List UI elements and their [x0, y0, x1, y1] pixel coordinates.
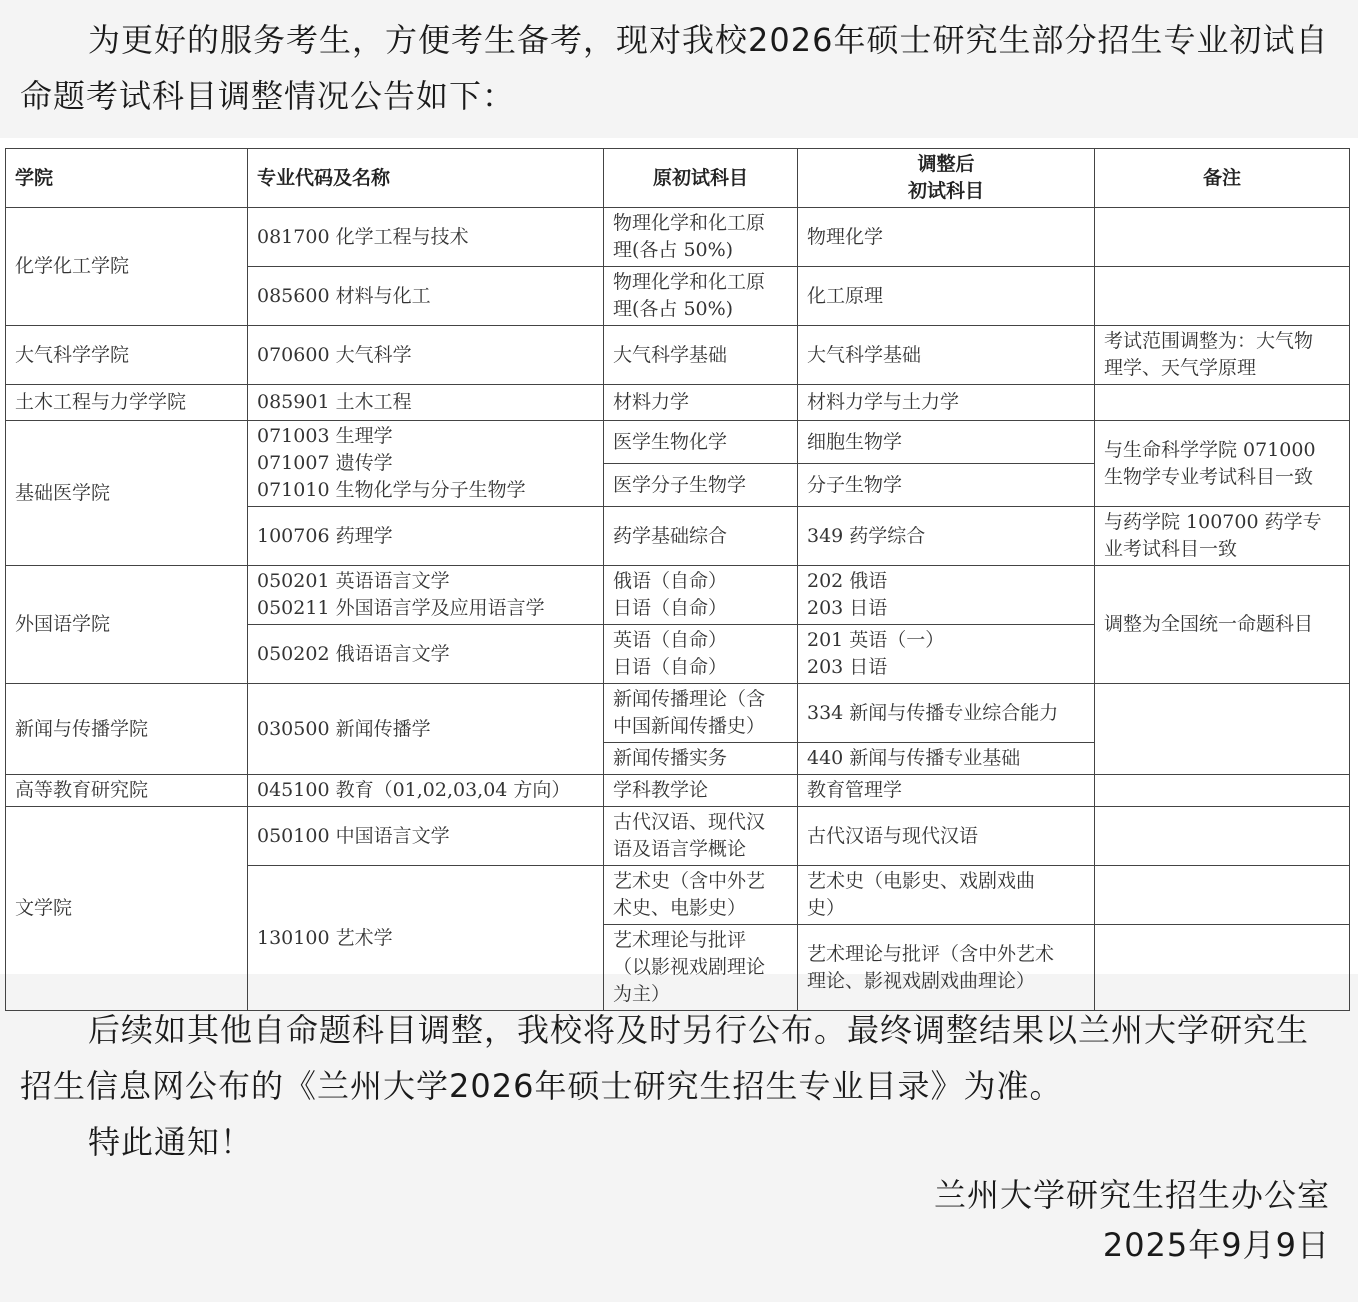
original-subject-cell: 医学分子生物学 — [604, 464, 798, 507]
note-cell — [1095, 925, 1350, 1011]
original-subject-cell — [604, 866, 798, 925]
header-major: 专业代码及名称 — [248, 149, 604, 208]
adjusted-line: 艺术理论与批评（含中外艺术 — [807, 942, 1055, 965]
note-line: 考试范围调整为：大气物 — [1104, 330, 1314, 352]
adjustment-table — [5, 148, 1350, 1011]
college-cell: 新闻与传播学院 — [6, 684, 248, 775]
table-panel — [0, 138, 1358, 1005]
header-adjusted-line2: 初试科目 — [907, 180, 984, 202]
note-cell — [1095, 684, 1350, 775]
followup-paragraph — [20, 1002, 1338, 1114]
header-adjusted — [798, 149, 1095, 208]
adjusted-subject-cell: 化工原理 — [798, 267, 1095, 326]
major-cell: 070600 大气科学 — [248, 326, 604, 385]
major-cell: 085901 土木工程 — [248, 385, 604, 421]
college-cell: 土木工程与力学学院 — [6, 385, 248, 421]
major-cell: 045100 教育（01,02,03,04 方向） — [248, 775, 604, 807]
original-subject-cell: 大气科学基础 — [604, 326, 798, 385]
table-row — [6, 421, 1350, 464]
header-college: 学院 — [6, 149, 248, 208]
closing-paragraph — [20, 1114, 1338, 1170]
intro-text: 为更好的服务考生，方便考生备考，现对我校2026年硕士研究生部分招生专业初试自命题考试科目调整情况公告如下： — [20, 21, 1329, 115]
major-line: 071010 生物化学与分子生物学 — [257, 479, 526, 501]
followup-text: 后续如其他自命题科目调整，我校将及时另行公布。最终调整结果以兰州大学研究生招生信息网公布的《兰州大学2026年硕士研究生招生专业目录》为准。 — [20, 1011, 1310, 1105]
header-adjusted-line1: 调整后 — [917, 153, 975, 175]
note-cell — [1095, 866, 1350, 925]
intro-paragraph — [20, 12, 1338, 124]
note-line: 业考试科目一致 — [1104, 538, 1238, 560]
original-line: 物理化学和化工原 — [613, 271, 766, 293]
adjusted-subject-cell: 大气科学基础 — [798, 326, 1095, 385]
major-line: 050201 英语语言文学 — [257, 570, 450, 592]
adjusted-subject-cell: 细胞生物学 — [798, 421, 1095, 464]
original-subject-cell: 新闻传播实务 — [604, 743, 798, 775]
adjusted-subject-cell — [798, 925, 1095, 1011]
original-line: 俄语（自命） — [613, 570, 728, 592]
note-cell — [1095, 421, 1350, 507]
original-line: 语及语言学概论 — [613, 838, 747, 860]
adjusted-subject-cell: 教育管理学 — [798, 775, 1095, 807]
adjusted-subject-cell: 物理化学 — [798, 208, 1095, 267]
header-note: 备注 — [1095, 149, 1350, 208]
adjusted-subject-cell: 349 药学综合 — [798, 507, 1095, 566]
adjusted-line: 理论、影视戏剧戏曲理论） — [807, 969, 1036, 992]
original-subject-cell — [604, 208, 798, 267]
major-line: 071007 遗传学 — [257, 452, 393, 474]
note-line: 生物学专业考试科目一致 — [1104, 465, 1314, 488]
original-line: 日语（自命） — [613, 656, 728, 678]
major-line: 050211 外国语言学及应用语言学 — [257, 597, 545, 619]
adjusted-subject-cell — [798, 566, 1095, 625]
adjusted-subject-cell — [798, 625, 1095, 684]
note-cell — [1095, 807, 1350, 866]
major-cell: 085600 材料与化工 — [248, 267, 604, 326]
note-cell — [1095, 385, 1350, 421]
original-subject-cell — [604, 684, 798, 743]
table-row — [6, 208, 1350, 267]
major-cell: 030500 新闻传播学 — [248, 684, 604, 775]
table-header-row — [6, 149, 1350, 208]
note-line: 与药学院 100700 药学专 — [1104, 511, 1322, 533]
original-line: 新闻传播理论（含 — [613, 688, 766, 710]
adjusted-line: 史） — [807, 897, 846, 919]
original-subject-cell: 医学生物化学 — [604, 421, 798, 464]
original-subject-cell: 材料力学 — [604, 385, 798, 421]
original-line: 中国新闻传播史） — [613, 715, 766, 737]
note-cell — [1095, 775, 1350, 807]
adjusted-line: 艺术史（电影史、戏剧戏曲 — [807, 870, 1036, 892]
table-row — [6, 775, 1350, 807]
table-row — [6, 326, 1350, 385]
major-line: 071003 生理学 — [257, 425, 393, 447]
original-line: 日语（自命） — [613, 597, 728, 619]
college-cell: 文学院 — [6, 807, 248, 1011]
note-line: 理学、天气学原理 — [1104, 357, 1257, 379]
original-subject-cell — [604, 807, 798, 866]
original-subject-cell: 学科教学论 — [604, 775, 798, 807]
adjusted-subject-cell: 440 新闻与传播专业基础 — [798, 743, 1095, 775]
original-line: 英语（自命） — [613, 629, 728, 651]
original-line: 艺术史（含中外艺 — [613, 870, 766, 892]
college-cell: 外国语学院 — [6, 566, 248, 684]
table-row — [6, 807, 1350, 866]
adjusted-subject-cell: 材料力学与土力学 — [798, 385, 1095, 421]
college-cell: 大气科学学院 — [6, 326, 248, 385]
original-subject-cell — [604, 566, 798, 625]
table-row — [6, 684, 1350, 743]
adjusted-line: 203 日语 — [807, 656, 888, 678]
table-row — [6, 566, 1350, 625]
adjusted-line: 203 日语 — [807, 597, 888, 619]
original-line: 理(各占 50%) — [613, 239, 734, 261]
original-line: 术史、电影史） — [613, 897, 747, 919]
original-line: 理(各占 50%) — [613, 298, 734, 320]
signature-org: 兰州大学研究生招生办公室 — [933, 1176, 1330, 1214]
note-cell — [1095, 507, 1350, 566]
original-line: 物理化学和化工原 — [613, 212, 766, 234]
major-cell — [248, 421, 604, 507]
major-cell: 130100 艺术学 — [248, 866, 604, 1011]
major-cell — [248, 566, 604, 625]
original-line: 艺术理论与批评 — [613, 929, 747, 951]
closing-text: 特此通知！ — [88, 1123, 254, 1161]
original-subject-cell — [604, 267, 798, 326]
adjusted-subject-cell: 334 新闻与传播专业综合能力 — [798, 684, 1095, 743]
original-subject-cell: 药学基础综合 — [604, 507, 798, 566]
adjusted-subject-cell: 古代汉语与现代汉语 — [798, 807, 1095, 866]
header-original: 原初试科目 — [604, 149, 798, 208]
major-cell: 100706 药理学 — [248, 507, 604, 566]
major-cell: 081700 化学工程与技术 — [248, 208, 604, 267]
original-line: 古代汉语、现代汉 — [613, 811, 766, 833]
adjusted-subject-cell: 分子生物学 — [798, 464, 1095, 507]
note-cell: 调整为全国统一命题科目 — [1095, 566, 1350, 684]
note-cell — [1095, 267, 1350, 326]
original-line: 为主） — [613, 983, 671, 1005]
table-row — [6, 385, 1350, 421]
college-cell: 化学化工学院 — [6, 208, 248, 326]
note-line: 与生命科学学院 071000 — [1104, 438, 1316, 461]
original-subject-cell — [604, 625, 798, 684]
major-cell: 050100 中国语言文学 — [248, 807, 604, 866]
adjusted-line: 202 俄语 — [807, 570, 888, 592]
original-line: （以影视戏剧理论 — [613, 956, 766, 978]
note-cell — [1095, 208, 1350, 267]
adjusted-subject-cell — [798, 866, 1095, 925]
college-cell: 基础医学院 — [6, 421, 248, 566]
note-cell — [1095, 326, 1350, 385]
major-cell: 050202 俄语语言文学 — [248, 625, 604, 684]
adjusted-line: 201 英语（一） — [807, 629, 945, 651]
original-subject-cell — [604, 925, 798, 1011]
signature-date: 2025年9月9日 — [1102, 1226, 1330, 1264]
college-cell: 高等教育研究院 — [6, 775, 248, 807]
